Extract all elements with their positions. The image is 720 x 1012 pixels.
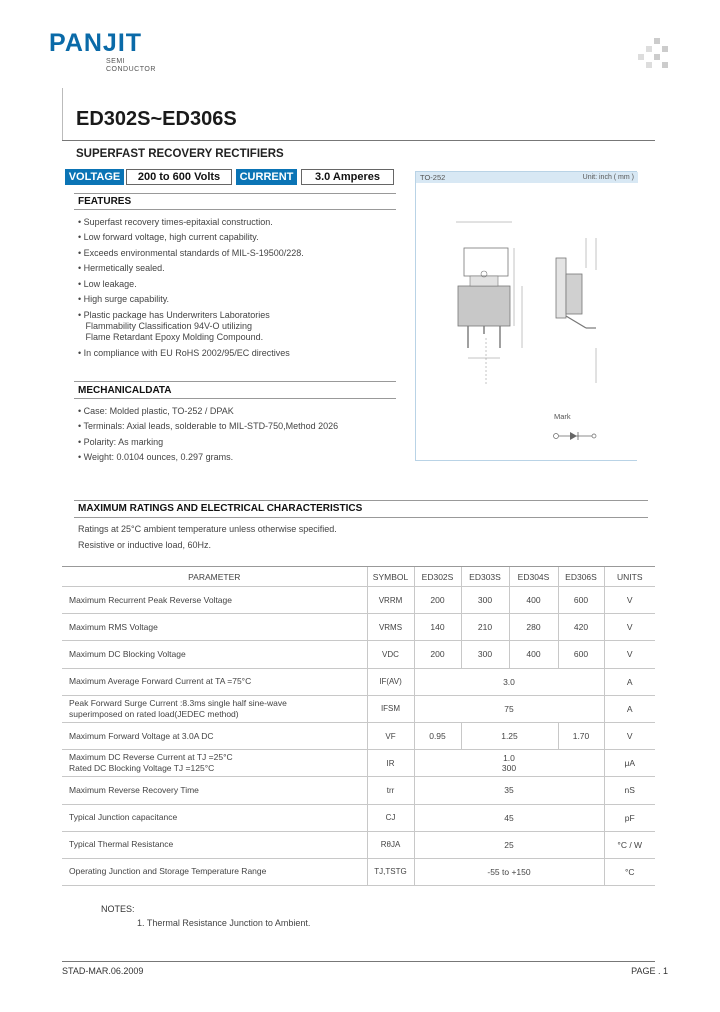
- param-cell: Typical Thermal Resistance: [62, 831, 367, 858]
- table-header-row: [62, 567, 655, 587]
- features-top-rule: [74, 193, 396, 194]
- param-cell: [62, 695, 367, 722]
- param-cell: Maximum DC Blocking Voltage: [62, 641, 367, 668]
- param-line: Maximum DC Reverse Current at TJ =25°C: [69, 752, 233, 763]
- mechanical-item: • Terminals: Axial leads, solderable to MIL-STD-750,Method 2026: [78, 421, 339, 432]
- feature-item: • Hermetically sealed.: [78, 263, 165, 274]
- current-value-badge: 3.0 Amperes: [301, 169, 394, 185]
- param-cell: Operating Junction and Storage Temperature Range: [62, 858, 367, 885]
- param-line: Peak Forward Surge Current :8.3ms single half sine-wave: [69, 697, 287, 708]
- value-cell-span: 45: [414, 804, 604, 831]
- symbol-cell: VRRM: [367, 587, 414, 614]
- value-line: 300: [501, 763, 517, 774]
- mark-label: Mark: [554, 412, 571, 421]
- logo-sub-conductor: CONDUCTOR: [106, 66, 156, 73]
- package-outline-drawing: [446, 208, 636, 408]
- mechanical-item: • Polarity: As marking: [78, 436, 164, 447]
- value-cell-span: 35: [414, 777, 604, 804]
- value-cell-span: 75: [414, 695, 604, 722]
- symbol-cell: CJ: [367, 804, 414, 831]
- unit-cell: A: [604, 668, 655, 695]
- features-list: [78, 215, 304, 362]
- unit-cell: nS: [604, 777, 655, 804]
- ratings-note-temperature: Ratings at 25°C ambient temperature unless otherwise specified.: [78, 524, 337, 534]
- value-cell: 600: [558, 641, 604, 668]
- product-subtitle: SUPERFAST RECOVERY RECTIFIERS: [76, 148, 284, 160]
- value-cell-span: -55 to +150: [414, 858, 604, 885]
- table-row: [62, 750, 655, 777]
- title-left-rule: [62, 88, 63, 140]
- value-cell-span: [414, 750, 604, 777]
- symbol-cell: trr: [367, 777, 414, 804]
- symbol-cell: VF: [367, 722, 414, 749]
- unit-cell: V: [604, 722, 655, 749]
- mechanical-item: • Case: Molded plastic, TO-252 / DPAK: [78, 406, 234, 416]
- header-parameter: PARAMETER: [62, 567, 367, 587]
- unit-cell: V: [604, 614, 655, 641]
- value-cell: 140: [414, 614, 461, 641]
- param-cell: Maximum Forward Voltage at 3.0A DC: [62, 722, 367, 749]
- footer-doc-code: STAD-MAR.06.2009: [62, 966, 144, 976]
- feature-item: • Exceeds environmental standards of MIL-S-19500/228.: [78, 247, 304, 258]
- panjit-logo: [49, 31, 159, 76]
- footer-page-number: PAGE . 1: [631, 966, 668, 976]
- value-cell: 200: [414, 641, 461, 668]
- value-cell: 210: [461, 614, 509, 641]
- symbol-cell: IFSM: [367, 695, 414, 722]
- param-line: Rated DC Blocking Voltage TJ =125°C: [69, 763, 215, 774]
- unit-cell: pF: [604, 804, 655, 831]
- value-cell-span: 1.25: [461, 722, 558, 749]
- table-row: [62, 668, 655, 695]
- header-ed303s: ED303S: [461, 567, 509, 587]
- title-rule: [62, 140, 655, 141]
- mechanical-list: [78, 404, 338, 466]
- table-row: [62, 587, 655, 614]
- value-cell: 0.95: [414, 722, 461, 749]
- unit-cell: V: [604, 587, 655, 614]
- param-cell: [62, 750, 367, 777]
- value-cell: 300: [461, 641, 509, 668]
- value-cell: 200: [414, 587, 461, 614]
- table-row: [62, 722, 655, 749]
- value-cell: 400: [509, 641, 558, 668]
- voltage-value-badge: 200 to 600 Volts: [126, 169, 232, 185]
- mechanical-item: • Weight: 0.0104 ounces, 0.297 grams.: [78, 452, 234, 463]
- voltage-label-badge: VOLTAGE: [65, 169, 124, 185]
- ratings-top-rule: [74, 500, 648, 501]
- electrical-characteristics-table: [62, 566, 655, 886]
- package-drawing-panel: [415, 171, 637, 461]
- decorative-dots-icon: [636, 38, 670, 70]
- feature-item: • Plastic package has Underwriters Laboratories: [78, 310, 270, 321]
- table-row: [62, 831, 655, 858]
- value-cell-span: 25: [414, 831, 604, 858]
- value-cell: 600: [558, 587, 604, 614]
- mechanical-heading: MECHANICALDATA: [78, 385, 172, 396]
- feature-item: Flammability Classification 94V-O utilizing: [78, 321, 253, 332]
- package-header-bar: [416, 172, 638, 183]
- unit-cell: V: [604, 641, 655, 668]
- header-ed306s: ED306S: [558, 567, 604, 587]
- ratings-bottom-rule: [74, 517, 648, 518]
- param-cell: Maximum RMS Voltage: [62, 614, 367, 641]
- symbol-cell: IF(AV): [367, 668, 414, 695]
- features-bottom-rule: [74, 209, 396, 210]
- table-row: [62, 614, 655, 641]
- footer-rule: [62, 961, 655, 962]
- feature-item: • Low leakage.: [78, 278, 137, 289]
- table-row: [62, 777, 655, 804]
- logo-sub-semi: SEMI: [106, 58, 126, 65]
- mechanical-top-rule: [74, 381, 396, 382]
- feature-item: • Low forward voltage, high current capability.: [78, 232, 259, 243]
- feature-item: • High surge capability.: [78, 294, 170, 305]
- ratings-note-load: Resistive or inductive load, 60Hz.: [78, 540, 212, 550]
- polarity-mark-box: [546, 412, 626, 456]
- value-cell: 420: [558, 614, 604, 641]
- features-heading: FEATURES: [78, 196, 132, 207]
- current-label-badge: CURRENT: [236, 169, 297, 185]
- value-cell: 280: [509, 614, 558, 641]
- header-units: UNITS: [604, 567, 655, 587]
- header-symbol: SYMBOL: [367, 567, 414, 587]
- diode-symbol-icon: [550, 426, 600, 446]
- feature-item: • In compliance with EU RoHS 2002/95/EC directives: [78, 348, 290, 359]
- notes-heading: NOTES:: [101, 904, 135, 914]
- unit-cell: °C / W: [604, 831, 655, 858]
- value-line: 1.0: [503, 753, 515, 764]
- package-unit: Unit: inch ( mm ): [582, 174, 634, 181]
- package-name: TO-252: [420, 173, 446, 182]
- param-cell: Maximum Reverse Recovery Time: [62, 777, 367, 804]
- header-ed302s: ED302S: [414, 567, 461, 587]
- ratings-heading: MAXIMUM RATINGS AND ELECTRICAL CHARACTERISTICS: [78, 503, 363, 514]
- symbol-cell: RθJA: [367, 831, 414, 858]
- unit-cell: μA: [604, 750, 655, 777]
- part-number-title: ED302S~ED306S: [76, 108, 237, 130]
- note-item: 1. Thermal Resistance Junction to Ambient.: [137, 918, 311, 928]
- value-cell: 300: [461, 587, 509, 614]
- table-row: [62, 695, 655, 722]
- param-cell: Maximum Average Forward Current at TA =75°C: [62, 668, 367, 695]
- table-row: [62, 858, 655, 885]
- param-line: superimposed on rated load(JEDEC method): [69, 708, 239, 719]
- mechanical-bottom-rule: [74, 398, 396, 399]
- header-ed304s: ED304S: [509, 567, 558, 587]
- logo-subtitle: [106, 58, 156, 74]
- feature-item: Flame Retardant Epoxy Molding Compound.: [78, 332, 264, 343]
- value-cell-span: 3.0: [414, 668, 604, 695]
- table-row: [62, 641, 655, 668]
- value-cell: 400: [509, 587, 558, 614]
- symbol-cell: VRMS: [367, 614, 414, 641]
- logo-text: PANJIT: [49, 29, 143, 57]
- value-cell: 1.70: [558, 722, 604, 749]
- param-cell: Typical Junction capacitance: [62, 804, 367, 831]
- table-row: [62, 804, 655, 831]
- unit-cell: °C: [604, 858, 655, 885]
- symbol-cell: TJ,TSTG: [367, 858, 414, 885]
- unit-cell: A: [604, 695, 655, 722]
- symbol-cell: IR: [367, 750, 414, 777]
- param-cell: Maximum Recurrent Peak Reverse Voltage: [62, 587, 367, 614]
- feature-item: • Superfast recovery times-epitaxial construction.: [78, 217, 273, 227]
- symbol-cell: VDC: [367, 641, 414, 668]
